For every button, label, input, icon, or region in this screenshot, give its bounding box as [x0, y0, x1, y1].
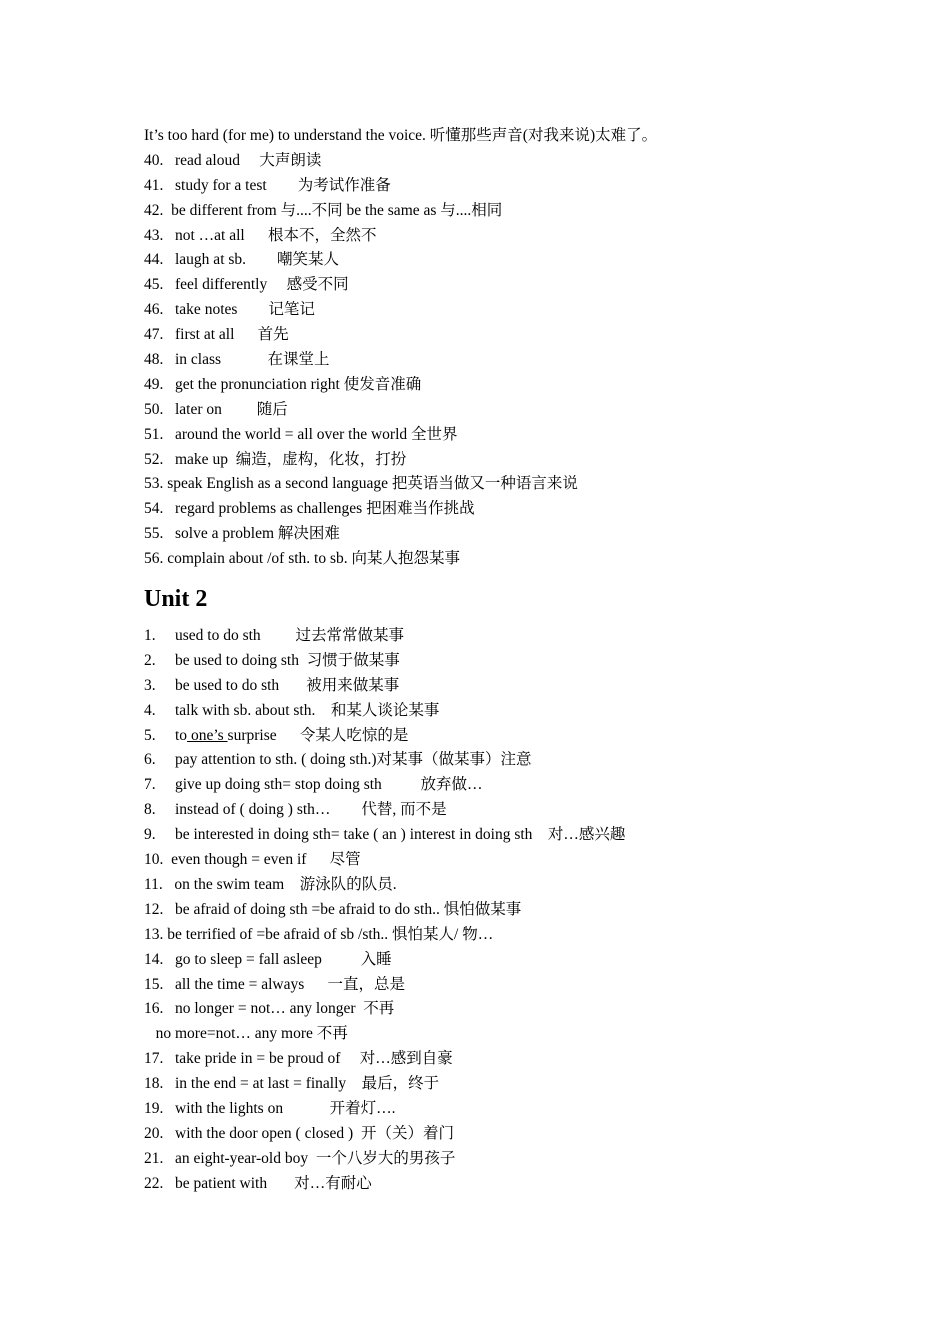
list-item: 22. be patient with 对…有耐心 — [144, 1174, 372, 1192]
list-item: 13. be terrified of =be afraid of sb /sth.. 惧怕某人/ 物… — [144, 925, 494, 943]
list-item: 55. solve a problem 解决困难 — [144, 525, 340, 543]
list-item: 44. laugh at sb. 嘲笑某人 — [144, 251, 340, 269]
item-suffix: surprise 令某人吃惊的是 — [227, 726, 409, 744]
list-item: 3. be used to do sth 被用来做某事 — [144, 676, 400, 694]
list-item: 18. in the end = at last = finally 最后，终于 — [144, 1075, 440, 1093]
list-item: 20. with the door open ( closed ) 开（关）着门 — [144, 1124, 454, 1142]
list-item: 9. be interested in doing sth= take ( an ) interest in doing sth 对…感兴趣 — [144, 826, 626, 844]
unit1-phrase-list — [144, 149, 844, 572]
list-item: 54. regard problems as challenges 把困难当作挑战 — [144, 500, 475, 518]
list-item: 41. study for a test 为考试作准备 — [144, 176, 391, 194]
item-prefix: 5. to — [144, 726, 188, 744]
document-page — [144, 124, 844, 1197]
list-item: 14. go to sleep = fall asleep 入睡 — [144, 950, 392, 968]
list-item: 7. give up doing sth= stop doing sth 放弃做… — [144, 776, 483, 794]
list-item: 53. speak English as a second language 把英语当做又一种语言来说 — [144, 475, 578, 493]
list-item: 6. pay attention to sth. ( doing sth.)对某事（做某事）注意 — [144, 751, 532, 769]
list-item: 4. talk with sb. about sth. 和某人谈论某事 — [144, 701, 440, 719]
list-item: 46. take notes 记笔记 — [144, 301, 315, 319]
list-item: 43. not …at all 根本不，全然不 — [144, 226, 377, 244]
list-item: 47. first at all 首先 — [144, 326, 289, 344]
list-item: 40. read aloud 大声朗读 — [144, 151, 322, 169]
list-item: 48. in class 在课堂上 — [144, 351, 330, 369]
intro-sentence: It’s too hard (for me) to understand the voice. 听懂那些声音(对我来说)太难了。 — [144, 127, 658, 144]
list-item: 16. no longer = not… any longer 不再 — [144, 1000, 395, 1018]
list-item: 10. even though = even if 尽管 — [144, 851, 361, 869]
unit2-phrase-list — [144, 624, 844, 1196]
list-item: 1. used to do sth 过去常常做某事 — [144, 627, 405, 645]
list-item: 15. all the time = always 一直，总是 — [144, 975, 406, 993]
list-item: 17. take pride in = be proud of 对…感到自豪 — [144, 1050, 453, 1068]
list-item: 51. around the world = all over the world 全世界 — [144, 425, 458, 443]
list-item: 19. with the lights on 开着灯…. — [144, 1099, 396, 1117]
list-item: 12. be afraid of doing sth =be afraid to do sth.. 惧怕做某事 — [144, 900, 522, 918]
list-item: 21. an eight-year-old boy 一个八岁大的男孩子 — [144, 1149, 456, 1167]
underlined-text: one’s — [187, 726, 228, 744]
list-item: 2. be used to doing sth 习惯于做某事 — [144, 651, 400, 669]
list-item: 42. be different from 与....不同 be the same as 与....相同 — [144, 201, 503, 219]
list-item: 52. make up 编造，虚构，化妆，打扮 — [144, 450, 407, 468]
unit-heading: Unit 2 — [144, 586, 208, 613]
list-item: 8. instead of ( doing ) sth… 代替, 而不是 — [144, 801, 447, 819]
list-item: 11. on the swim team 游泳队的队员. — [144, 875, 397, 893]
list-item: 45. feel differently 感受不同 — [144, 276, 349, 294]
list-item: 50. later on 随后 — [144, 400, 288, 418]
list-item: 56. complain about /of sth. to sb. 向某人抱怨某事 — [144, 550, 461, 568]
list-item — [144, 724, 844, 749]
list-item: 49. get the pronunciation right 使发音准确 — [144, 375, 422, 393]
list-item: no more=not… any more 不再 — [144, 1025, 348, 1043]
